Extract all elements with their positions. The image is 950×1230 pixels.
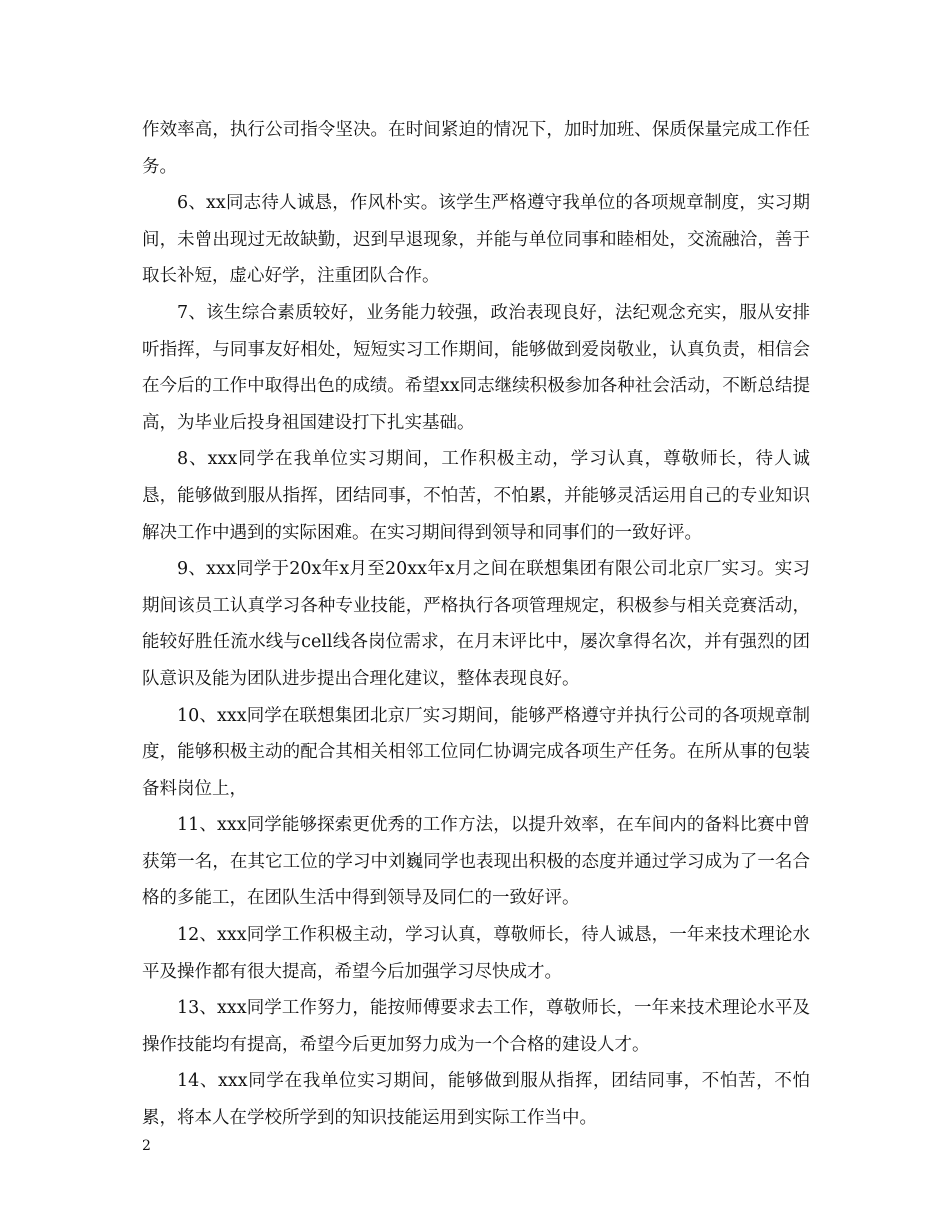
paragraph-item-7: 7、该生综合素质较好，业务能力较强，政治表现良好，法纪观念充实，服从安排听指挥，与同事友好相处，短短实习工作期间，能够做到爱岗敬业，认真负责，相信会在今后的工作中取得出色的成绩。希望xx同志继续积极参加各种社会活动，不断总结提高，为毕业后投身祖国建设打下扎实基础。 [142,302,810,433]
paragraph-item-12: 12、xxx同学工作积极主动，学习认真，尊敬师长，待人诚恳，一年来技术理论水平及操作都有很大提高，希望今后加强学习尽快成才。 [142,925,810,982]
page-number: 2 [142,1138,151,1154]
paragraph-item-13: 13、xxx同学工作努力，能按师傅要求去工作，尊敬师长，一年来技术理论水平及操作技能均有提高，希望今后更加努力成为一个合格的建设人才。 [142,998,810,1055]
paragraph-item-11: 11、xxx同学能够探索更优秀的工作方法，以提升效率，在车间内的备料比赛中曾获第一名，在其它工位的学习中刘巍同学也表现出积极的态度并通过学习成为了一名合格的多能工，在团队生活中得到领导及同仁的一致好评。 [142,815,810,909]
document-body [142,112,810,1137]
paragraph-continuation: 作效率高，执行公司指令坚决。在时间紧迫的情况下，加时加班、保质保量完成工作任务。 [142,120,810,177]
paragraph-item-8: 8、xxx同学在我单位实习期间，工作积极主动，学习认真，尊敬师长，待人诚恳，能够做到服从指挥，团结同事，不怕苦，不怕累，并能够灵活运用自己的专业知识解决工作中遇到的实际困难。在实习期间得到领导和同事们的一致好评。 [142,449,810,543]
paragraph-item-14: 14、xxx同学在我单位实习期间，能够做到服从指挥，团结同事，不怕苦，不怕累，将本人在学校所学到的知识技能运用到实际工作当中。 [142,1071,810,1129]
paragraph-item-10: 10、xxx同学在联想集团北京厂实习期间，能够严格遵守并执行公司的各项规章制度，能够积极主动的配合其相关相邻工位同仁协调完成各项生产任务。在所从事的包装备料岗位上， [142,705,810,799]
paragraph-item-6: 6、xx同志待人诚恳，作风朴实。该学生严格遵守我单位的各项规章制度，实习期间，未曾出现过无故缺勤，迟到早退现象，并能与单位同事和睦相处，交流融洽，善于取长补短，虚心好学，注重团队合作。 [142,193,810,287]
paragraph-item-9: 9、xxx同学于20x年x月至20xx年x月之间在联想集团有限公司北京厂实习。实习期间该员工认真学习各种专业技能，严格执行各项管理规定，积极参与相关竞赛活动，能较好胜任流水线与cell线各岗位需求，在月末评比中，屡次拿得名次，并有强烈的团队意识及能为团队进步提出合理化建议，整体表现良好。 [142,559,810,689]
